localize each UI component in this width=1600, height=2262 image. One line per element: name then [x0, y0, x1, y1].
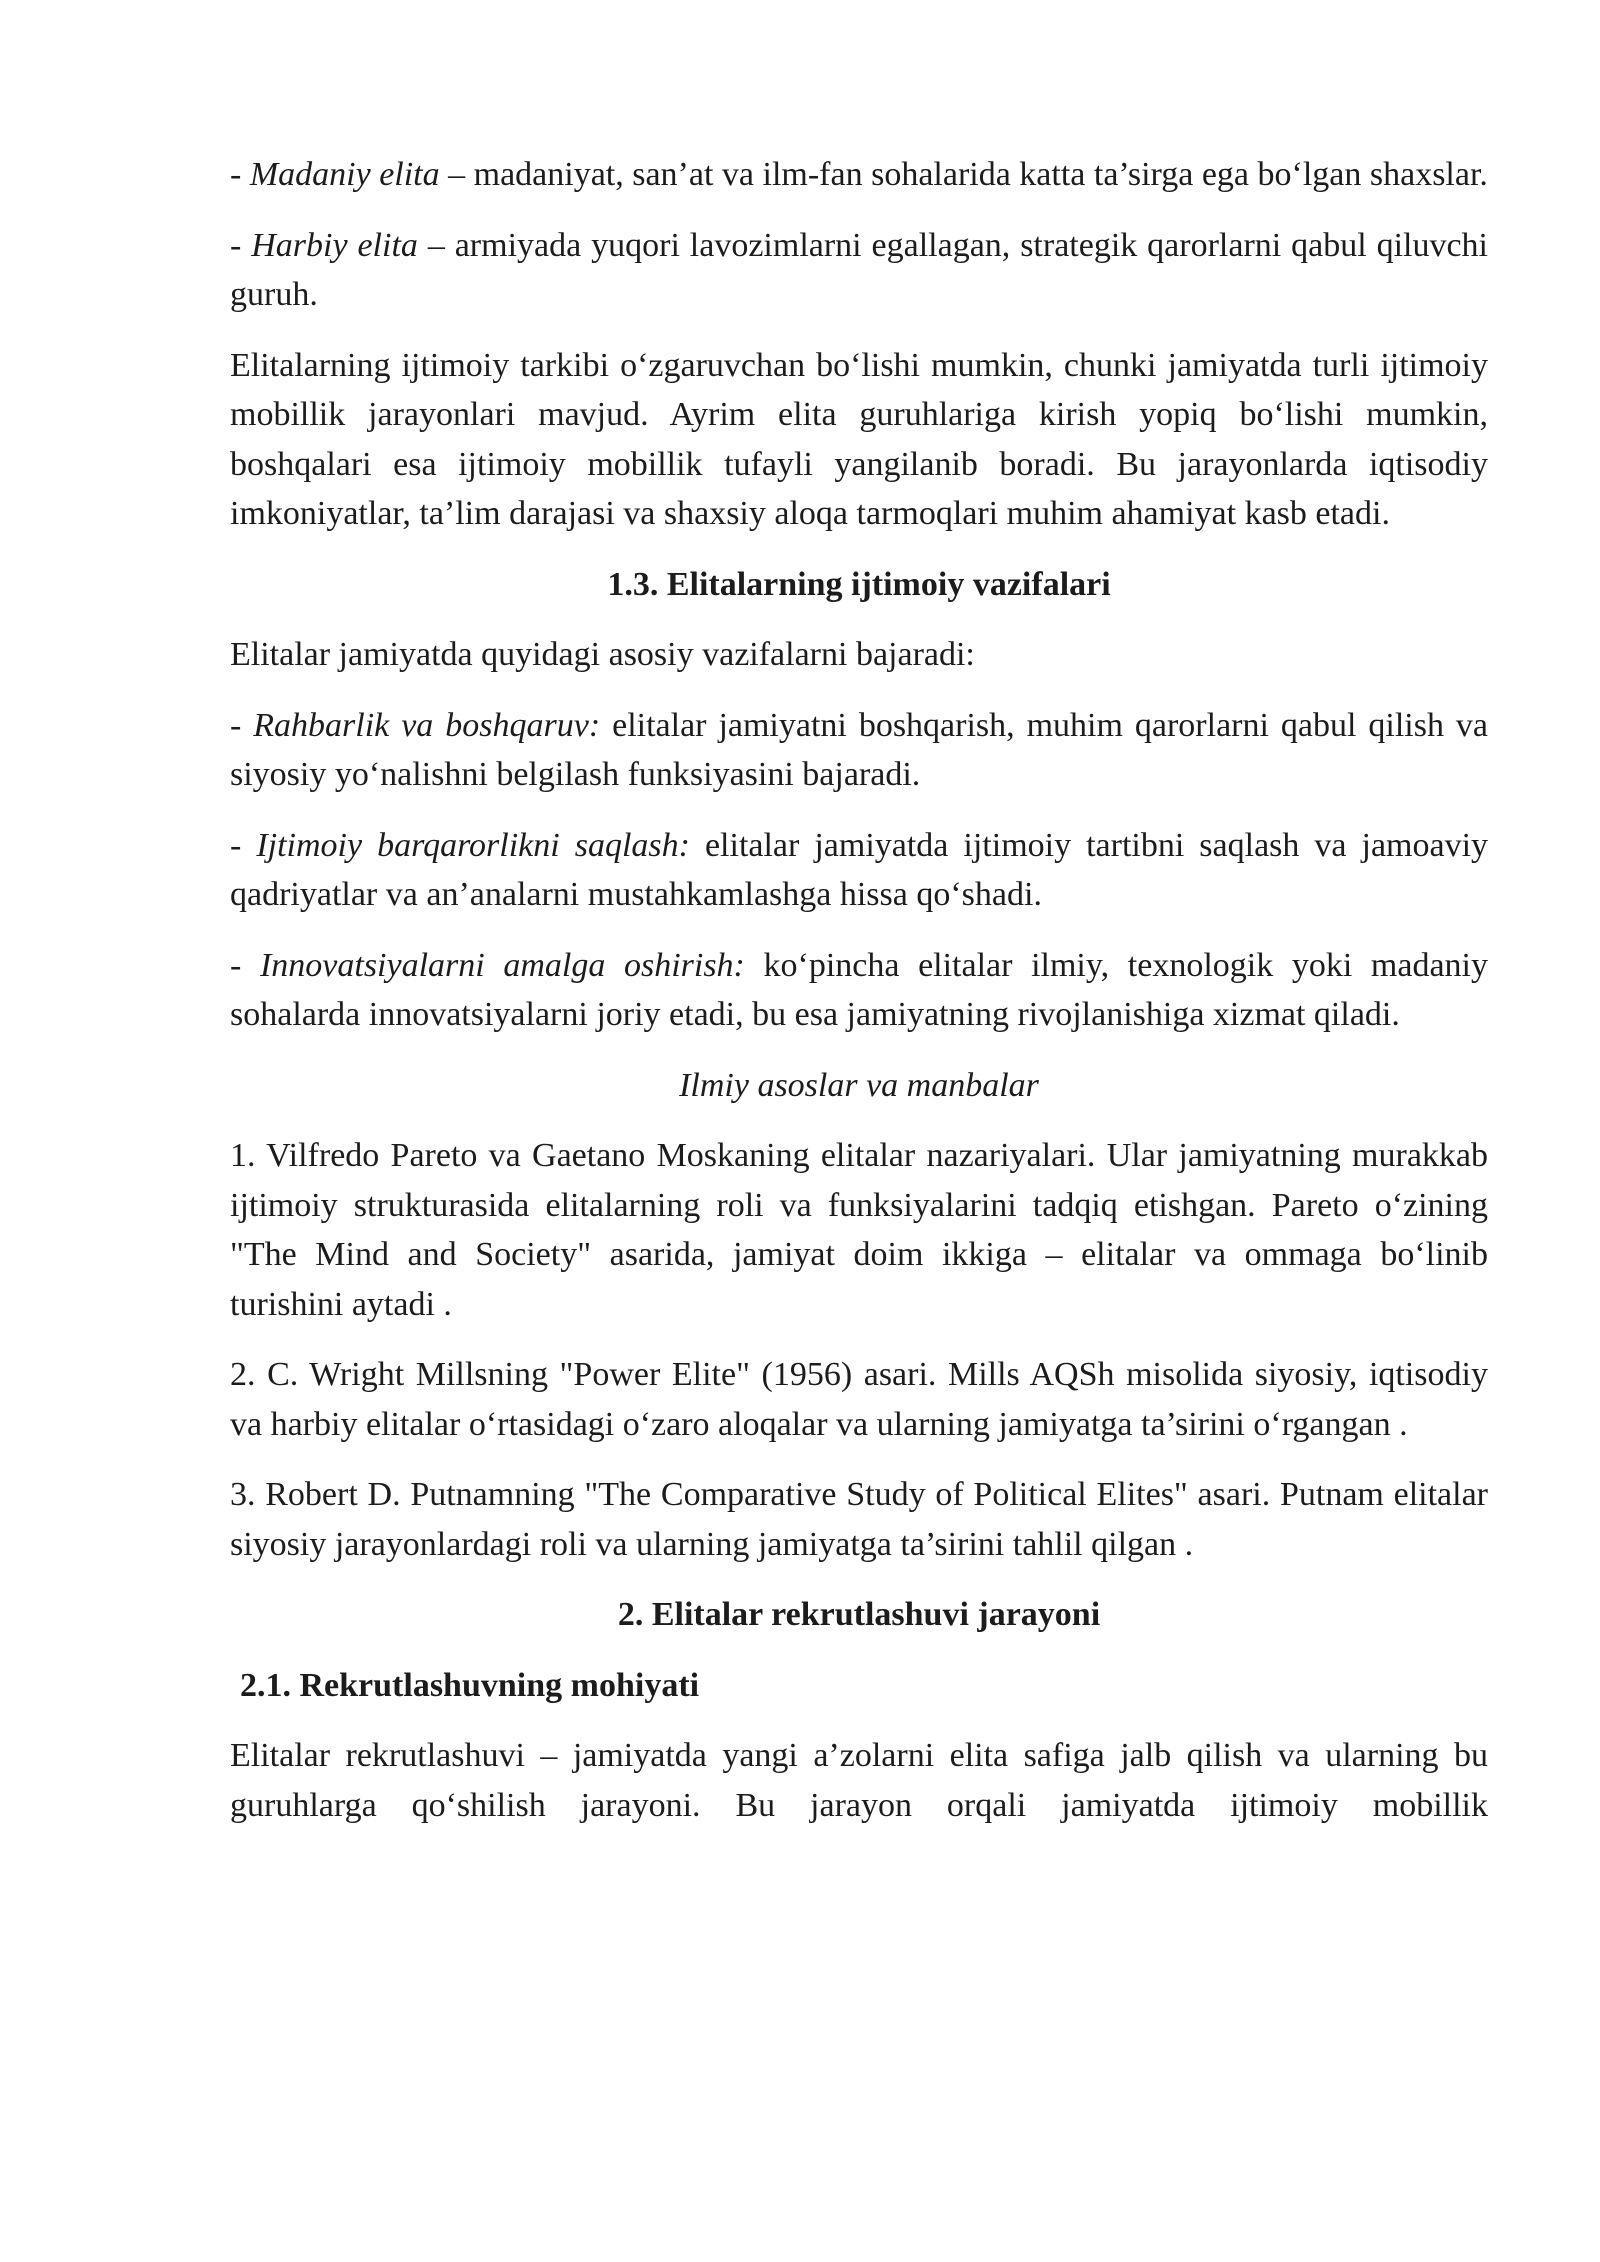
definition-text: ko‘pincha elitalar ilmiy, texnologik yoki madaniy sohalarda innovatsiyalarni joriy etadi, bu esa jamiyatning rivojlanishiga xizmat qiladi. — [230, 946, 1488, 1033]
paragraph-functions-intro: Elitalar jamiyatda quyidagi asosiy vazifalarni bajaradi: — [230, 636, 975, 673]
definition-text: elitalar jamiyatni boshqarish, muhim qarorlarni qabul qilish va siyosiy yo‘nalishni belgilash funksiyasini bajaradi. — [230, 706, 1488, 793]
term-innovatsiya: Innovatsiyalarni amalga oshirish: — [259, 946, 745, 984]
term-madaniy-elita: Madaniy elita — [249, 156, 440, 193]
paragraph-rahbarlik — [230, 701, 1488, 800]
definition-text: – armiyada yuqori lavozimlarni egallagan, strategik qarorlarni qabul qiluvchi guruh. — [230, 226, 1488, 313]
definition-text: – madaniyat, san’at va ilm-fan sohalarida katta ta’sirga ega bo‘lgan shaxslar. — [439, 156, 1488, 193]
paragraph-innovatsiya — [230, 941, 1488, 1040]
reference-2: 2. C. Wright Millsning "Power Elite" (1956) asari. Mills AQSh misolida siyosiy, iqtisodiy va harbiy elitalar o‘rtasidagi o‘zaro aloqalar va ularning jamiyatga ta’sirini o‘rgangan . — [230, 1356, 1488, 1443]
paragraph-recruitment: Elitalar rekrutlashuvi – jamiyatda yangi a’zolarni elita safiga jalb qilish va ularning bu guruhlarga qo‘shilish jarayoni. Bu jarayon orqali jamiyatda ijtimoiy mobillik — [230, 1737, 1488, 1824]
paragraph-madaniy-elita — [230, 150, 1488, 200]
reference-3: 3. Robert D. Putnamning "The Comparative Study of Political Elites" asari. Putnam elitalar siyosiy jarayonlardagi roli va ularning jamiyatga ta’sirini tahlil qilgan . — [230, 1476, 1488, 1563]
term-harbiy-elita: Harbiy elita — [251, 226, 418, 264]
list-dash: - — [230, 706, 254, 744]
subheading-sources-text: Ilmiy asoslar va manbalar — [679, 1066, 1039, 1104]
term-rahbarlik: Rahbarlik va boshqaruv: — [253, 706, 601, 744]
definition-text: elitalar jamiyatda ijtimoiy tartibni saqlash va jamoaviy qadriyatlar va an’analarni mustahkamlashga hissa qo‘shadi. — [230, 826, 1489, 913]
section-heading-1-3: 1.3. Elitalarning ijtimoiy vazifalari — [607, 565, 1111, 603]
list-dash: - — [230, 226, 252, 264]
paragraph-barqarorlik — [230, 821, 1488, 920]
reference-1: 1. Vilfredo Pareto va Gaetano Moskaning elitalar nazariyalari. Ular jamiyatning murakkab ijtimoiy strukturasida elitalarning roli va funksiyalarini tadqiq etishgan. Pareto o‘zining "The Mind and Society" asarida, jamiyat doim ikkiga – elitalar va ommaga bo‘linib turishini aytadi . — [230, 1137, 1488, 1323]
paragraph-harbiy-elita — [230, 221, 1488, 320]
section-heading-2-1: 2.1. Rekrutlashuvning mohiyati — [240, 1666, 700, 1704]
section-heading-2: 2. Elitalar rekrutlashuvi jarayoni — [617, 1596, 1101, 1633]
paragraph-social-composition: Elitalarning ijtimoiy tarkibi o‘zgaruvchan bo‘lishi mumkin, chunki jamiyatda turli ijtimoiy mobillik jarayonlari mavjud. Ayrim elita guruhlariga kirish yopiq bo‘lishi mumkin, boshqalari esa ijtimoiy mobillik tufayli yangilanib boradi. Bu jarayonlarda iqtisodiy imkoniyatlar, ta’lim darajasi va shaxsiy aloqa tarmoqlari muhim ahamiyat kasb etadi. — [230, 346, 1488, 532]
term-barqarorlik: Ijtimoiy barqarorlikni saqlash: — [256, 826, 690, 864]
subheading-sources — [230, 1061, 1488, 1111]
list-dash: - — [230, 946, 260, 984]
list-dash: - — [230, 826, 257, 864]
document-page — [230, 150, 1488, 1851]
list-dash: - — [230, 156, 250, 193]
